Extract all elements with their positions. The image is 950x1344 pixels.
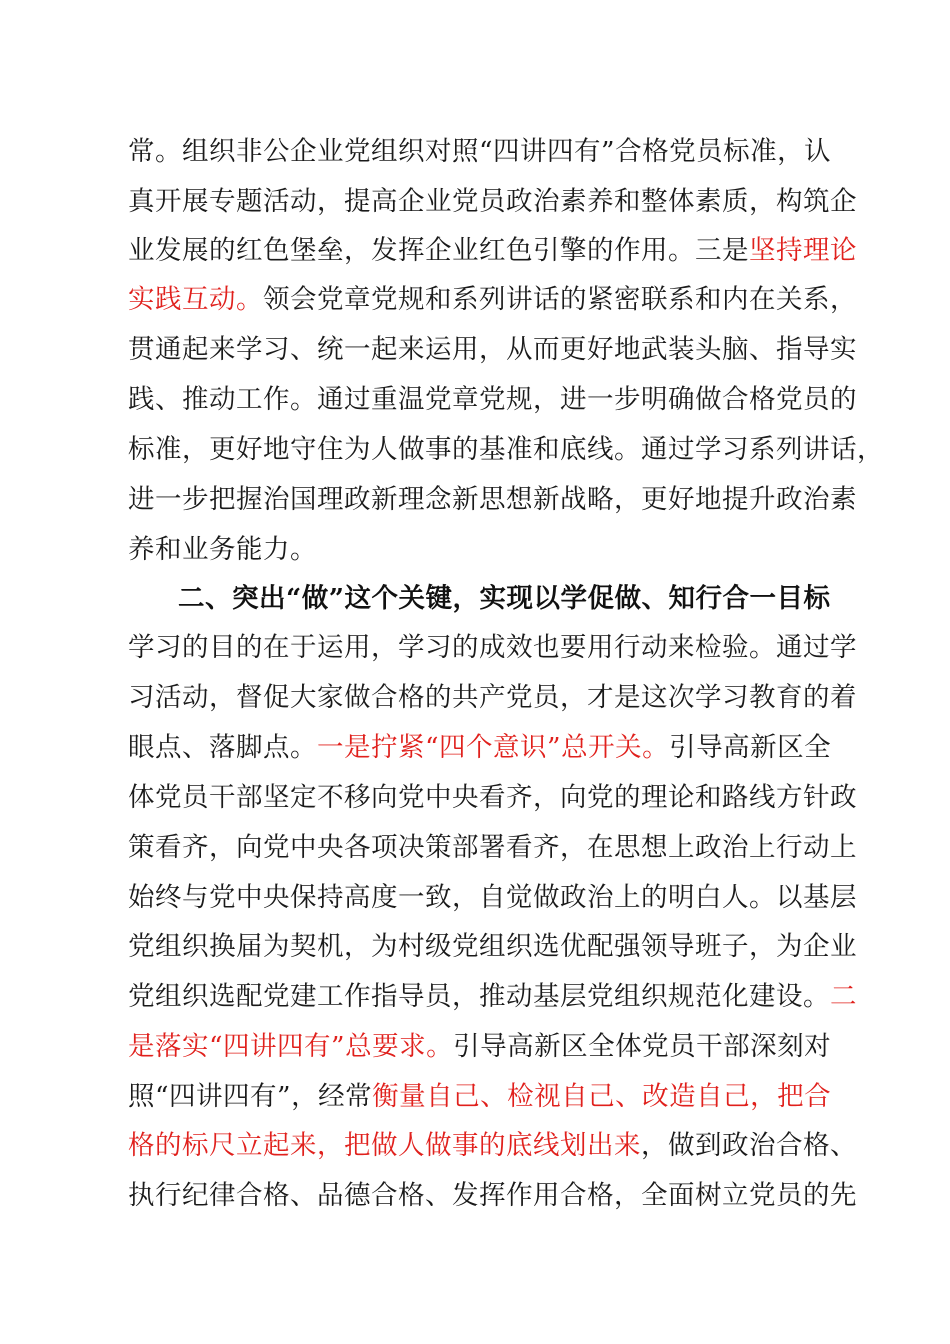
highlight-span: 坚持理论 bbox=[749, 235, 857, 266]
text-line bbox=[128, 126, 832, 178]
highlight-span: 衡量自己、检视自己、改造自己，把合 bbox=[372, 1081, 832, 1112]
text-line bbox=[128, 176, 857, 228]
text-line bbox=[128, 672, 857, 724]
text-line bbox=[128, 772, 857, 824]
text-line bbox=[128, 225, 857, 277]
text-line bbox=[128, 921, 857, 973]
highlight-span: 一是拧紧“四个意识”总开关。 bbox=[317, 732, 670, 763]
text-line bbox=[128, 1071, 832, 1123]
highlight-span: 实践互动。 bbox=[128, 284, 263, 315]
text-line bbox=[128, 474, 857, 526]
text-line bbox=[128, 872, 857, 924]
text-span: 习活动，督促大家做合格的共产党员，才是这次学习教育的着 bbox=[128, 682, 857, 713]
text-line bbox=[128, 1120, 857, 1172]
text-line bbox=[128, 324, 857, 376]
text-span: 学习的目的在于运用，学习的成效也要用行动来检验。通过学 bbox=[128, 632, 857, 663]
text-span: 党组织换届为契机，为村级党组织选优配强领导班子，为企业 bbox=[128, 931, 857, 962]
highlight-span: 格的标尺立起来，把做人做事的底线划出来 bbox=[128, 1130, 641, 1161]
text-span: 策看齐，向党中央各项决策部署看齐，在思想上政治上行动上 bbox=[128, 832, 857, 863]
highlight-span: 二 bbox=[830, 981, 857, 1012]
text-span: 标准，更好地守住为人做事的基准和底线。通过学习系列讲话， bbox=[128, 434, 884, 465]
text-line bbox=[128, 722, 832, 774]
text-span: 始终与党中央保持高度一致，自觉做政治上的明白人。以基层 bbox=[128, 882, 857, 913]
text-span: 进一步把握治国理政新理念新思想新战略，更好地提升政治素 bbox=[128, 484, 857, 515]
text-span: 引导高新区全 bbox=[669, 732, 832, 763]
text-span: 践、推动工作。通过重温党章党规，进一步明确做合格党员的 bbox=[128, 384, 857, 415]
text-span: 常。组织非公企业党组织对照“四讲四有”合格党员标准，认 bbox=[128, 136, 832, 167]
highlight-span: 是落实“四讲四有”总要求。 bbox=[128, 1031, 454, 1062]
text-span: 贯通起来学习、统一起来运用，从而更好地武装头脑、指导实 bbox=[128, 334, 857, 365]
text-line bbox=[128, 1021, 832, 1073]
section-heading bbox=[178, 573, 831, 625]
text-line bbox=[128, 524, 828, 576]
text-span: 真开展专题活动，提高企业党员政治素养和整体素质，构筑企 bbox=[128, 186, 857, 217]
text-line bbox=[128, 424, 884, 476]
text-span: 养和业务能力。 bbox=[128, 534, 317, 565]
text-span: 引导高新区全体党员干部深刻对 bbox=[453, 1031, 832, 1062]
text-span: 眼点、落脚点。 bbox=[128, 732, 317, 763]
text-span: 领会党章党规和系列讲话的紧密联系和内在关系， bbox=[263, 284, 857, 315]
text-line bbox=[128, 971, 857, 1023]
text-span: 业发展的红色堡垒，发挥企业红色引擎的作用。三是 bbox=[128, 235, 749, 266]
text-line bbox=[128, 1170, 857, 1222]
text-span: 党组织选配党建工作指导员，推动基层党组织规范化建设。 bbox=[128, 981, 830, 1012]
text-line bbox=[128, 622, 857, 674]
text-span: 执行纪律合格、品德合格、发挥作用合格，全面树立党员的先 bbox=[128, 1180, 857, 1211]
heading-text: 二、突出“做”这个关键，实现以学促做、知行合一目标 bbox=[178, 583, 831, 614]
text-line bbox=[128, 274, 857, 326]
text-span: ，做到政治合格、 bbox=[641, 1130, 857, 1161]
text-span: 体党员干部坚定不移向党中央看齐，向党的理论和路线方针政 bbox=[128, 782, 857, 813]
text-span: 照“四讲四有”，经常 bbox=[128, 1081, 373, 1112]
text-line bbox=[128, 374, 857, 426]
text-line bbox=[128, 822, 857, 874]
